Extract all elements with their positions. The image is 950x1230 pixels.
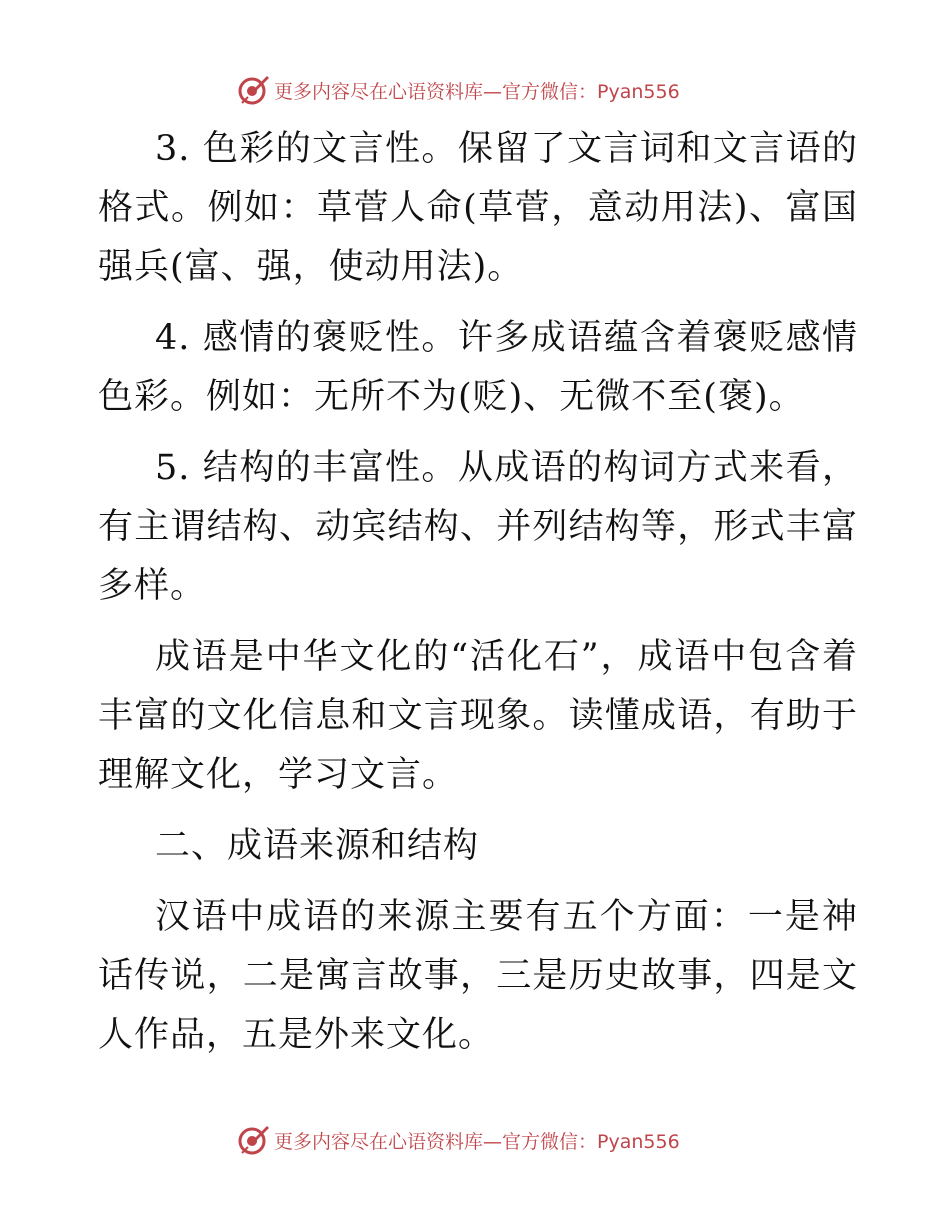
section-heading: 二、成语来源和结构	[155, 826, 480, 866]
pen-logo-icon	[236, 1123, 270, 1157]
watermark-text: 更多内容尽在心语资料库—官方微信：Pyan556	[274, 1130, 680, 1153]
document-body	[98, 120, 858, 1077]
watermark-text: 更多内容尽在心语资料库—官方微信：Pyan556	[274, 80, 680, 103]
footer-watermark	[236, 1122, 680, 1158]
paragraph-idiom-classical-color: 3. 色彩的文言性。保留了文言词和文言语的格式。例如：草菅人命(草菅，意动用法)、富国强兵(富、强，使动用法)。	[98, 129, 858, 287]
header-watermark	[236, 72, 680, 108]
paragraph-idiom-sources: 汉语中成语的来源主要有五个方面：一是神话传说，二是寓言故事，三是历史故事，四是文人作品，五是外来文化。	[98, 897, 858, 1055]
paragraph-idiom-sentiment: 4. 感情的褒贬性。许多成语蕴含着褒贬感情色彩。例如：无所不为(贬)、无微不至(褒)。	[98, 318, 858, 417]
pen-logo-icon	[236, 73, 270, 107]
paragraph-idiom-culture: 成语是中华文化的“活化石”，成语中包含着丰富的文化信息和文言现象。读懂成语，有助于理解文化，学习文言。	[98, 637, 858, 795]
paragraph-idiom-structure: 5. 结构的丰富性。从成语的构词方式来看，有主谓结构、动宾结构、并列结构等，形式丰富多样。	[98, 448, 858, 606]
